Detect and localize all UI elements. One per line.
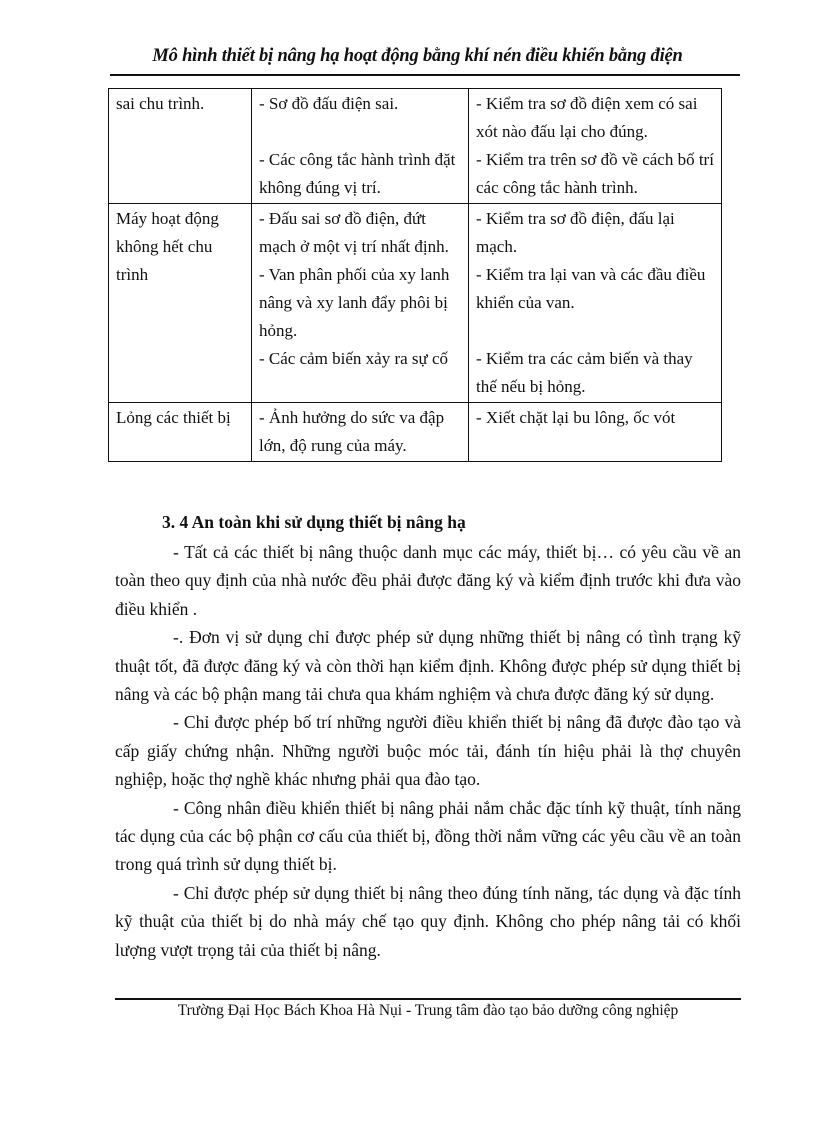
page-header-title: Mô hình thiết bị nâng hạ hoạt động bằng khí nén điều khiển bằng điện [152, 46, 683, 66]
body-paragraph: - Chỉ được phép bố trí những người điều khiển thiết bị nâng đã được đào tạo và cấp giấy chứng nhận. Những người buộc móc tải, đánh tín hiệu phải là thợ chuyên nghiệp, hoặc thợ nghề khác nhưng phải qua đào tạo. [115, 712, 741, 790]
remedy-item: - Kiểm tra trên sơ đồ về cách bố trí các công tắc hành trình. [476, 150, 714, 197]
cause-item: - Van phân phối của xy lanh nâng và xy lanh đẩy phôi bị hỏng. [259, 265, 450, 340]
body-paragraph: - Tất cả các thiết bị nâng thuộc danh mục các máy, thiết bị… có yêu cầu về an toàn theo quy định của nhà nước đều phải được đăng ký và kiểm định trước khi đưa vào điều khiển . [115, 542, 741, 619]
body-paragraph: - Chỉ được phép sử dụng thiết bị nâng theo đúng tính năng, tác dụng và đặc tính kỹ thuật của thiết bị do nhà máy chế tạo quy định. Không cho phép nâng tải có khối lượng vượt trọng tải của thiết bị nâng. [115, 882, 741, 960]
fault-cell [109, 89, 252, 204]
cause-cell [252, 403, 469, 462]
remedy-cell [469, 89, 722, 204]
remedy-item: - Kiểm tra sơ đồ điện, đấu lại mạch. [476, 209, 675, 256]
table-row [109, 204, 722, 403]
cause-item: - Các cảm biến xảy ra sự cố [259, 349, 449, 368]
body-paragraph: -. Đơn vị sử dụng chỉ được phép sử dụng những thiết bị nâng có tình trạng kỹ thuật tốt, đã được đăng ký và còn thời hạn kiểm định. Không được phép sử dụng thiết bị nâng và các bộ phận mang tải chưa qua khám nghiệm và chưa được đăng ký sử dụng. [115, 627, 741, 705]
fault-text: Máy hoạt động không hết chu trình [116, 209, 219, 284]
section-body [115, 538, 741, 964]
fault-text: sai chu trình. [116, 94, 205, 113]
table-row [109, 89, 722, 204]
remedy-item: - Kiểm tra các cảm biến và thay thế nếu bị hỏng. [476, 349, 693, 396]
remedy-cell [469, 204, 722, 403]
remedy-item: - Kiểm tra sơ đồ điện xem có sai xót nào đấu lại cho đúng. [476, 94, 698, 141]
cause-cell [252, 204, 469, 403]
page-footer: Trường Đại Học Bách Khoa Hà Nụi - Trung tâm đào tạo bảo dưỡng công nghiệp [177, 1002, 679, 1019]
fault-text: Lỏng các thiết bị [116, 408, 231, 427]
cause-item: - Ảnh hưởng do sức va đập lớn, độ rung của máy. [259, 408, 445, 455]
cause-item: - Các công tắc hành trình đặt không đúng vị trí. [259, 150, 456, 197]
remedy-item: - Kiểm tra lại van và các đầu điều khiển của van. [476, 265, 706, 312]
cause-item: - Sơ đồ đấu điện sai. [259, 94, 399, 113]
section-heading: 3. 4 An toàn khi sử dụng thiết bị nâng hạ [162, 512, 466, 532]
fault-cell [109, 403, 252, 462]
table-row [109, 403, 722, 462]
remedy-cell [469, 403, 722, 462]
fault-cell [109, 204, 252, 403]
cause-item: - Đấu sai sơ đồ điện, đứt mạch ở một vị trí nhất định. [259, 209, 449, 256]
cause-cell [252, 89, 469, 204]
body-paragraph: - Công nhân điều khiển thiết bị nâng phải nắm chắc đặc tính kỹ thuật, tính năng tác dụng của các bộ phận cơ cấu của thiết bị, đồng thời nắm vững các yêu cầu về an toàn trong quá trình sử dụng thiết bị. [115, 797, 741, 875]
footer-divider [115, 998, 741, 1000]
remedy-item: - Xiết chặt lại bu lông, ốc vót [476, 408, 676, 427]
header-divider [110, 74, 740, 76]
fault-table [108, 88, 722, 462]
